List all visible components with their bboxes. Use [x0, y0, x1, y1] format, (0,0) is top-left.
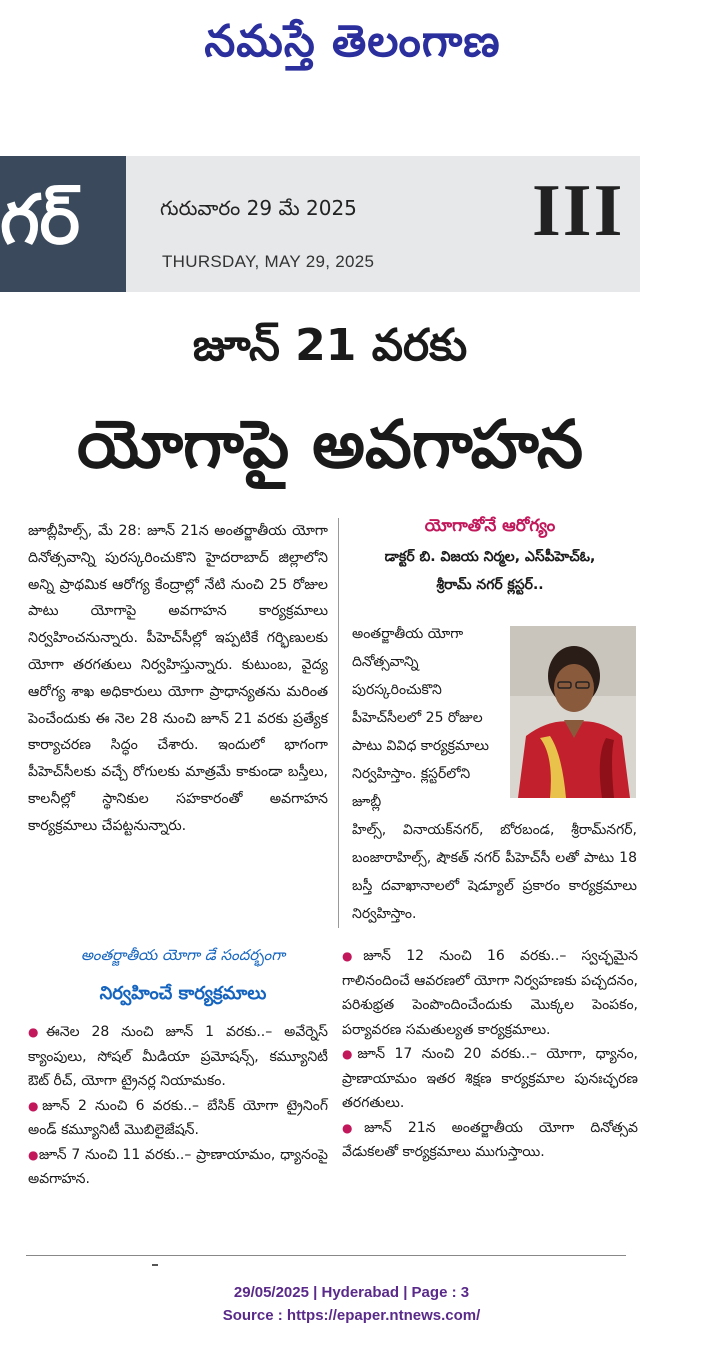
sidebar-text-bottom: హిల్స్, వినాయక్‌నగర్, బోరబండ, శ్రీరామ్‌నగర్, బంజారాహిల్స్, షౌకత్ నగర్ పీహెచ్‌సీ లతో పాటు 18 బస్తీ దవాఖానాలలో షెడ్యూల్ ప్రకారం కార్యక్రమాలు నిర్వహిస్తాం.	[352, 822, 637, 922]
bullet-icon: ●	[28, 1147, 39, 1162]
column-end-mark	[152, 1264, 158, 1266]
section-fragment: గర్	[0, 181, 80, 260]
newspaper-logo: నమస్తే తెలంగాణ	[204, 16, 501, 67]
bullet-icon: ●	[342, 949, 364, 963]
schedule-item: ●జూన్ 21న అంతర్జాతీయ యోగా దినోత్సవ వేడుకలతో కార్యక్రమాలు ముగుస్తాయి.	[342, 1119, 638, 1160]
sidebar-text-top: అంతర్జాతీయ యోగా దినోత్సవాన్ని పురస్కరించుకొని పీహెచ్‌సీలలో 25 రోజుల పాటు వివిధ కార్యక్రమాలు నిర్వహిస్తాం. క్లస్టర్‌లోని జూబ్లీ	[352, 626, 490, 810]
portrait-image	[510, 626, 636, 798]
telugu-date: గురువారం 29 మే 2025	[160, 196, 357, 220]
footer-date-city-page: 29/05/2025 | Hyderabad | Page : 3	[233, 1284, 470, 1301]
date-banner	[0, 156, 640, 292]
section-tab	[0, 156, 126, 292]
bullet-icon: ●	[28, 1025, 46, 1039]
byline-line-1: డాక్టర్ బి. విజయ నిర్మల, ఎస్‌పీహెచ్ఓ,	[384, 549, 596, 565]
schedule-item: ●జూన్ 7 నుంచి 11 వరకు..– ప్రాణాయామం, ధ్యానంపై అవగాహన.	[28, 1146, 328, 1187]
schedule-item: ●ఈనెల 28 నుంచి జూన్ 1 వరకు..– అవేర్నెస్ క్యాంపులు, సోషల్ మీడియా ప్రమోషన్స్, కమ్యూనిటీ ఔట్ రీచ్, యోగా ట్రైనర్ల నియామకం.	[28, 1024, 328, 1089]
schedule-item: ●జూన్ 17 నుంచి 20 వరకు..– యోగా, ధ్యానం, ప్రాణాయామం ఇతర శిక్షణ కార్యక్రమాల పునఃచ్ఛరణ తరగతులు.	[342, 1046, 638, 1111]
schedule-list-left	[28, 1020, 328, 1192]
schedule-item: ●జూన్ 2 నుంచి 6 వరకు..– బేసిక్ యోగా ట్రైనింగ్ అండ్ కమ్యూనిటీ మొబిలైజేషన్.	[28, 1097, 328, 1138]
page-number-roman: III	[532, 170, 625, 252]
bullet-icon: ●	[342, 1120, 365, 1135]
column-divider	[338, 518, 339, 928]
headline-line-1: జూన్ 21 వరకు	[192, 320, 468, 371]
sidebar-title: యోగాతోనే ఆరోగ్యం	[424, 516, 556, 536]
author-photo	[510, 626, 636, 798]
schedule-item: ●జూన్ 12 నుంచి 16 వరకు..– స్వచ్ఛమైన గాలినందించే ఆవరణలో యోగా నిర్వహణకు పచ్చదనం, పరిశుభ్రత పెంపొందించేందుకు మొక్కల పెంపకం, పర్యావరణ సమతుల్యత కార్యక్రమాలు.	[342, 948, 638, 1038]
bullet-icon: ●	[28, 1098, 43, 1113]
schedule-heading: నిర్వహించే కార్యక్రమాలు	[99, 983, 267, 1004]
sidebar-byline	[345, 543, 635, 599]
bullet-icon: ●	[342, 1047, 358, 1061]
schedule-list-right	[342, 944, 638, 1165]
article-body: జూబ్లీహిల్స్, మే 28: జూన్ 21న అంతర్జాతీయ యోగా దినోత్సవాన్ని పురస్కరించుకొని హైదరాబాద్ జిల్లాలోని అన్ని ప్రాథమిక ఆరోగ్య కేంద్రాల్లో నేటి నుంచి 25 రోజుల పాటు యోగాపై అవగాహన కార్యక్రమాలు నిర్వహించనున్నారు. పీహెచ్‌సీల్లో ఇప్పటికే గర్భిణులకు యోగా తరగతులు నిర్వహిస్తున్నారు. కుటుంబ, వైద్య ఆరోగ్య శాఖ అధికారులు యోగా ప్రాధాన్యతను మరింత పెంచేందుకు ఈ నెల 28 నుంచి జూన్ 21 వరకు ప్రత్యేక కార్యాచరణ సిద్ధం చేశారు. ఇందులో భాగంగా పీహెచ్‌సీలకు వచ్చే రోగులకు మాత్రమే కాకుండా బస్తీలు, కాలనీల్లో స్థానికుల సహకారంతో అవగాహన కార్యక్రమాలు చేపట్టనున్నారు.	[28, 523, 328, 834]
byline-line-2: శ్రీరామ్ నగర్ క్లస్టర్..	[436, 577, 544, 593]
headline-line-2: యోగాపై అవగాహన	[76, 406, 584, 483]
schedule-subheading: అంతర్జాతీయ యోగా డే సందర్భంగా	[80, 946, 286, 964]
english-date: THURSDAY, MAY 29, 2025	[162, 252, 375, 271]
masthead	[0, 0, 703, 90]
footer-source[interactable]: Source : https://epaper.ntnews.com/	[222, 1307, 481, 1324]
bottom-divider	[26, 1255, 626, 1256]
